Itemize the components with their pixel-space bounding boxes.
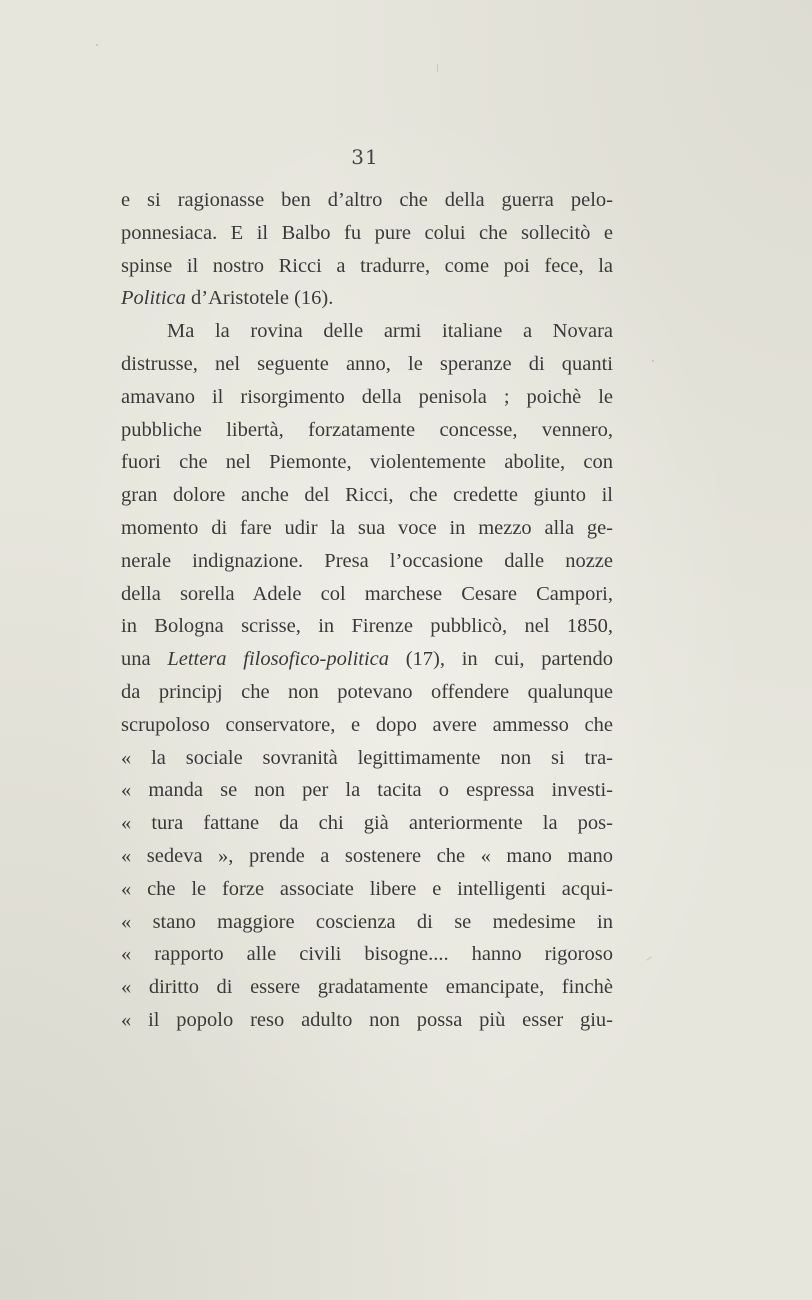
paragraph-first-line: Ma la rovina delle armi italiane a Novara	[167, 320, 613, 343]
text-line: ponnesiaca. E il Balbo fu pure colui che sollecitò e	[121, 221, 613, 244]
text-line: scrupoloso conservatore, e dopo avere ammesso che	[121, 713, 613, 736]
text-line: amavano il risorgimento della penisola ; poichè le	[121, 385, 613, 408]
paper-speck	[646, 956, 651, 960]
italic-title: Politica	[121, 287, 186, 310]
text-line: in Bologna scrisse, in Firenze pubblicò, nel 1850,	[121, 615, 613, 638]
quote-line: « diritto di essere gradatamente emancipate, finchè	[121, 976, 613, 999]
page-number: 31	[351, 145, 379, 169]
text-segment: (17), in cui, partendo	[389, 648, 613, 671]
text-segment: una	[121, 648, 168, 671]
paper-speck	[437, 64, 438, 72]
text-line: momento di fare udir la sua voce in mezzo alla ge-	[121, 516, 613, 539]
text-line: gran dolore anche del Ricci, che credette giunto il	[121, 484, 613, 507]
text-line: e si ragionasse ben d’altro che della guerra pelo-	[121, 189, 613, 211]
text-line: della sorella Adele col marchese Cesare Campori,	[121, 582, 613, 605]
quote-line: « il popolo reso adulto non possa più esser giu-	[121, 1008, 613, 1031]
text-line: pubbliche libertà, forzatamente concesse, vennero,	[121, 418, 613, 441]
text-line: da principj che non potevano offendere qualunque	[121, 680, 613, 703]
quote-line: « rapporto alle civili bisogne.... hanno rigoroso	[121, 943, 613, 966]
quote-line: « stano maggiore coscienza di se medesime in	[121, 910, 613, 933]
quote-line: « manda se non per la tacita o espressa investi-	[121, 779, 613, 802]
text-segment: d’Aristotele (16).	[185, 287, 334, 310]
paper-speck	[96, 44, 98, 46]
italic-title: Lettera filosofico-politica	[167, 648, 390, 671]
text-line: distrusse, nel seguente anno, le speranze di quanti	[121, 352, 613, 375]
quote-line: « che le forze associate libere e intelligenti acqui-	[121, 877, 613, 900]
quote-line: « tura fattane da chi già anteriormente la pos-	[121, 812, 613, 835]
quote-line: « sedeva », prende a sostenere che « mano mano	[121, 844, 613, 867]
text-line	[121, 643, 613, 676]
text-line	[121, 282, 613, 315]
text-line: nerale indignazione. Presa l’occasione dalle nozze	[121, 549, 613, 572]
text-line: spinse il nostro Ricci a tradurre, come poi fece, la	[121, 254, 613, 277]
quote-line: « la sociale sovranità legittimamente non si tra-	[121, 746, 613, 769]
body-text	[121, 184, 613, 1037]
text-line: fuori che nel Piemonte, violentemente abolite, con	[121, 451, 613, 474]
paper-speck	[652, 360, 654, 362]
